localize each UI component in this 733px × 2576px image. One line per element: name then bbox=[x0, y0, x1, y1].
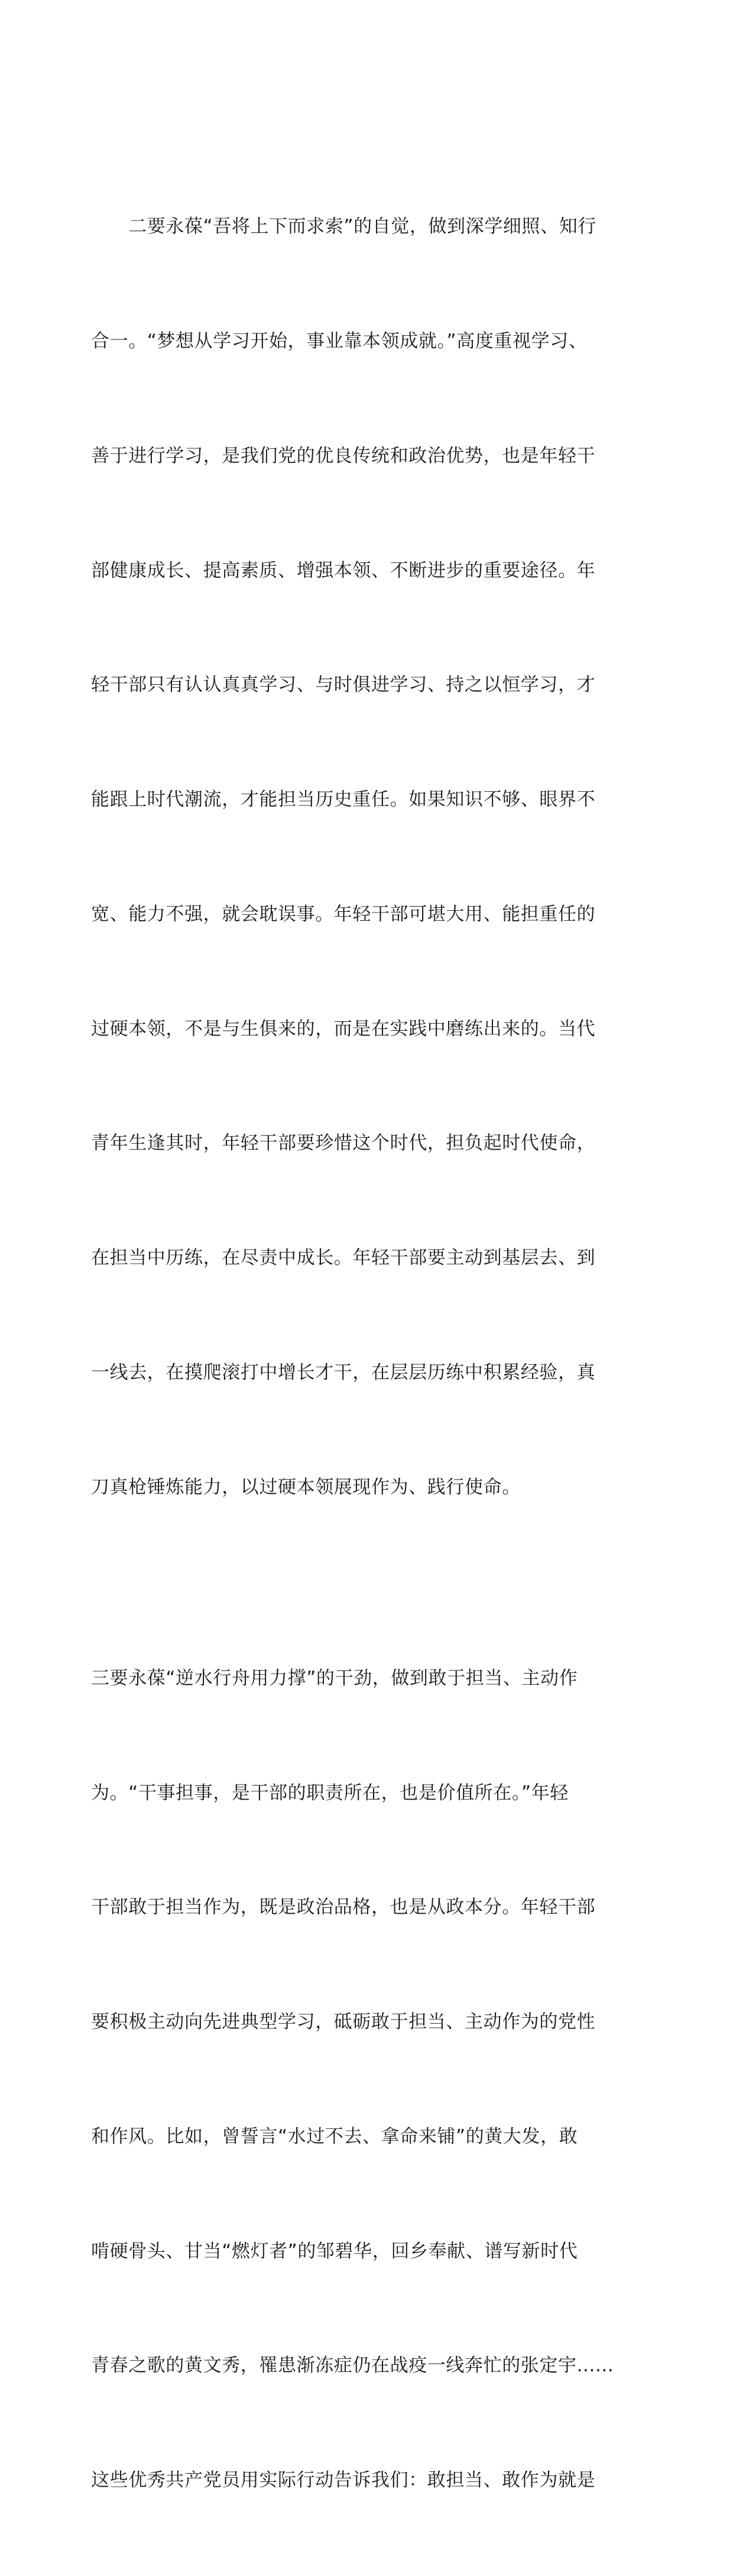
text-line: 善于进行学习，是我们党的优良传统和政治优势，也是年轻干 bbox=[91, 445, 596, 467]
text-line: 这些优秀共产党员用实际行动告诉我们：敢担当、敢作为就是 bbox=[91, 2470, 596, 2491]
text-line: 啃硬骨头、甘当“燃灯者”的邹碧华，回乡奉献、谱写新时代 bbox=[91, 2240, 578, 2262]
text-line: 部健康成长、提高素质、增强本领、不断进步的重要途径。年 bbox=[91, 559, 596, 581]
text-line: 宽、能力不强，就会耽误事。年轻干部可堪大用、能担重任的 bbox=[91, 903, 596, 925]
paragraph-3 bbox=[91, 1583, 641, 2576]
text-line: 青年生逢其时，年轻干部要珍惜这个时代，担负起时代使命， bbox=[91, 1132, 596, 1154]
text-line: 轻干部只有认认真真学习、与时俱进学习、持之以恒学习，才 bbox=[91, 674, 596, 696]
text-line: 刀真枪锤炼能力，以过硬本领展现作为、践行使命。 bbox=[91, 1476, 521, 1498]
text-line: 干部敢于担当作为，既是政治品格，也是从政本分。年轻干部 bbox=[91, 1897, 596, 1918]
paragraph-2 bbox=[91, 131, 641, 1583]
text-line: 在担当中历练，在尽责中成长。年轻干部要主动到基层去、到 bbox=[91, 1247, 596, 1269]
text-line: 为。“干事担事，是干部的职责所在，也是价值所在。”年轻 bbox=[91, 1782, 569, 1804]
text-line: 二要永葆“吾将上下而求索”的自觉，做到深学细照、知行 bbox=[91, 216, 596, 238]
body-text bbox=[91, 131, 641, 2576]
text-line: 要积极主动向先进典型学习，砥砺敢于担当、主动作为的党性 bbox=[91, 2011, 596, 2033]
text-line: 过硬本领，不是与生俱来的，而是在实践中磨练出来的。当代 bbox=[91, 1018, 596, 1040]
text-line: 一线去，在摸爬滚打中增长才干，在层层历练中积累经验，真 bbox=[91, 1362, 596, 1383]
text-line: 合一。“梦想从学习开始，事业靠本领成就。”高度重视学习、 bbox=[91, 330, 588, 352]
text-line: 青春之歌的黄文秀，罹患渐冻症仍在战疫一线奔忙的张定宇...... bbox=[91, 2355, 614, 2377]
text-line: 和作风。比如，曾誓言“水过不去、拿命来铺”的黄大发，敢 bbox=[91, 2125, 578, 2147]
text-line: 三要永葆“逆水行舟用力撑”的干劲，做到敢于担当、主动作 bbox=[91, 1667, 578, 1689]
text-line: 能跟上时代潮流，才能担当历史重任。如果知识不够、眼界不 bbox=[91, 789, 596, 811]
